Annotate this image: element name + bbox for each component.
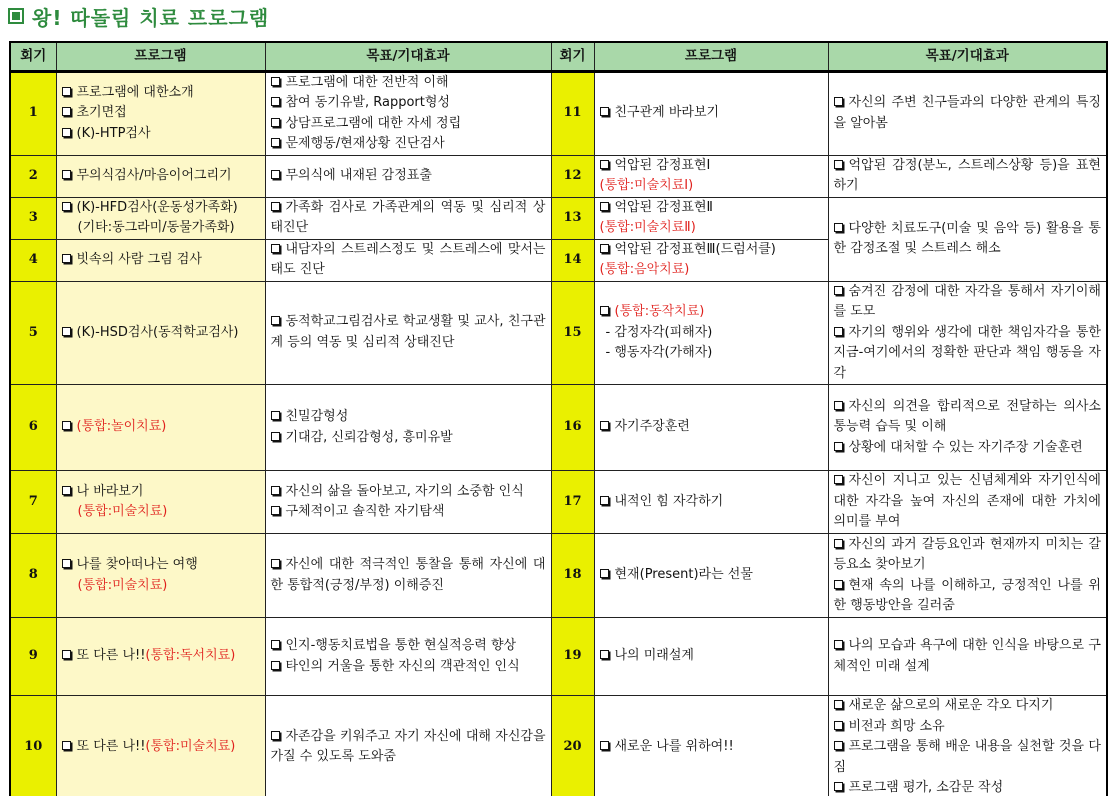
checkbox-bullet-icon [271, 661, 280, 670]
program-text: 무의식검사/마음이어그리기 [76, 167, 232, 183]
checkbox-bullet-icon [600, 202, 609, 211]
program-cell [594, 71, 828, 155]
checkbox-bullet-icon [271, 244, 280, 253]
integrated-therapy-label: (통합:놀이치료) [76, 419, 167, 435]
goal-text: 자신의 과거 갈등요인과 현재까지 미치는 갈등요소 찾아보기 [833, 536, 1101, 572]
goal-text: 프로그램 평가, 소감문 작성 [848, 780, 1004, 795]
goal-cell [265, 155, 551, 197]
checkbox-bullet-icon [834, 580, 843, 589]
integrated-therapy-label: (통합:음악치료) [599, 262, 690, 277]
session-number: 1 [10, 71, 56, 155]
checkbox-bullet-icon [600, 569, 609, 578]
integrated-therapy-label: (통합:독서치료) [145, 648, 236, 664]
program-table [9, 41, 1108, 796]
goal-text: 기대감, 신뢰감형성, 흥미유발 [285, 429, 453, 445]
program-text: 억압된 감정표현Ⅰ [614, 157, 711, 173]
checkbox-bullet-icon [271, 432, 280, 441]
goal-text: 가족화 검사로 가족관계의 역동 및 심리적 상태진단 [270, 199, 546, 235]
session-number: 18 [551, 534, 594, 618]
goal-text: 상담프로그램에 대한 자세 정립 [285, 115, 462, 131]
program-text: (K)-HFD검사(운동성가족화) [76, 199, 238, 215]
program-text: 나의 미래설계 [614, 648, 694, 664]
goal-text: 타인의 거울을 통한 자신의 객관적인 인식 [285, 658, 520, 674]
checkbox-bullet-icon [600, 244, 609, 253]
program-text: 빗속의 사람 그림 검사 [76, 251, 202, 267]
goal-text: 내담자의 스트레스정도 및 스트레스에 맞서는 태도 진단 [270, 241, 546, 277]
session-number: 7 [10, 471, 56, 534]
session-number: 11 [551, 71, 594, 155]
checkbox-bullet-icon [62, 87, 71, 96]
checkbox-bullet-icon [271, 486, 280, 495]
integrated-therapy-label: (통합:동작치료) [614, 304, 705, 319]
checkbox-bullet-icon [834, 327, 843, 336]
program-cell [56, 239, 265, 281]
checkbox-bullet-icon [834, 97, 843, 106]
program-subtext: - 행동자각(가해자) [605, 345, 713, 360]
goal-cell [828, 534, 1107, 618]
checkbox-bullet-icon [834, 640, 843, 649]
program-text: 새로운 나를 위하여!! [614, 739, 734, 754]
integrated-therapy-label: (통합:미술치료) [77, 577, 168, 593]
goal-text: 프로그램을 통해 배운 내용을 실천할 것을 다짐 [833, 739, 1101, 775]
checkbox-bullet-icon [271, 138, 280, 147]
checkbox-bullet-icon [62, 202, 71, 211]
program-cell [56, 471, 265, 534]
checkbox-bullet-icon [600, 496, 609, 505]
program-text: 억압된 감정표현Ⅲ(드럼서클) [614, 241, 776, 257]
program-cell [56, 534, 265, 618]
checkbox-bullet-icon [62, 128, 71, 137]
goal-cell [828, 618, 1107, 696]
checkbox-bullet-icon [271, 411, 280, 420]
integrated-therapy-label: (통합:미술치료) [77, 504, 168, 519]
program-cell [594, 385, 828, 471]
table-row [10, 696, 1107, 796]
session-number: 15 [551, 281, 594, 385]
table-row [10, 71, 1107, 155]
goal-text: 무의식에 내재된 감정표출 [285, 167, 432, 183]
checkbox-bullet-icon [834, 539, 843, 548]
goal-text: 새로운 삶으로의 새로운 각오 다지기 [848, 698, 1054, 713]
goal-text: 자존감을 키워주고 자기 자신에 대해 자신감을 가질 수 있도록 도와줌 [270, 728, 546, 765]
page-title [8, 1, 269, 31]
program-cell [594, 471, 828, 534]
table-row [10, 618, 1107, 696]
goal-text: 구체적이고 솔직한 자기탐색 [285, 504, 445, 519]
goal-text: 자신이 지니고 있는 신념체계와 자기인식에 대한 자각을 높여 자신의 존재에 대한 가치에 의미를 부여 [833, 473, 1101, 530]
goal-text: 자기의 행위와 생각에 대한 책임자각을 통한 지금-여기에서의 정확한 판단과 책임 행동을 자각 [833, 324, 1101, 381]
header-goal: 목표/기대효과 [265, 42, 551, 71]
goal-text: 문제행동/현재상황 진단검사 [285, 136, 445, 151]
goal-text: 자신의 주변 친구들과의 다양한 관계의 특징을 알아봄 [833, 95, 1101, 131]
checkbox-bullet-icon [271, 559, 280, 568]
program-text: 내적인 힘 자각하기 [614, 493, 724, 509]
checkbox-bullet-icon [834, 401, 843, 410]
checkbox-bullet-icon [62, 486, 71, 495]
goal-text: 상황에 대처할 수 있는 자기주장 기술훈련 [848, 439, 1083, 455]
checkbox-bullet-icon [271, 118, 280, 127]
session-number: 19 [551, 618, 594, 696]
session-number: 6 [10, 385, 56, 471]
checkbox-bullet-icon [62, 421, 71, 430]
checkbox-bullet-icon [271, 202, 280, 211]
program-text: 초기면접 [76, 105, 127, 121]
checkbox-bullet-icon [834, 475, 843, 484]
checkbox-bullet-icon [62, 559, 71, 568]
goal-cell [828, 281, 1107, 385]
session-number: 16 [551, 385, 594, 471]
goal-text: 억압된 감정(분노, 스트레스상황 등)을 표현하기 [833, 157, 1101, 193]
session-number: 2 [10, 155, 56, 197]
goal-cell [265, 281, 551, 385]
goal-text: 참여 동기유발, Rapport형성 [285, 95, 450, 110]
checkbox-bullet-icon [62, 327, 71, 336]
program-text: 또 다른 나!! [76, 739, 146, 754]
program-cell [594, 155, 828, 197]
checkbox-bullet-icon [834, 286, 843, 295]
goal-text: 다양한 치료도구(미술 및 음악 등) 활용을 통한 감정조절 및 스트레스 해소 [833, 220, 1101, 256]
checkbox-bullet-icon [834, 700, 843, 709]
checkbox-bullet-icon [271, 506, 280, 515]
session-number: 14 [551, 239, 594, 281]
checkbox-bullet-icon [271, 640, 280, 649]
goal-cell [828, 155, 1107, 197]
goal-cell [828, 696, 1107, 796]
checkbox-bullet-icon [62, 170, 71, 179]
program-cell [594, 281, 828, 385]
checkbox-bullet-icon [600, 650, 609, 659]
checkbox-bullet-icon [600, 107, 609, 116]
checkbox-bullet-icon [834, 741, 843, 750]
table-row [10, 281, 1107, 385]
session-number: 5 [10, 281, 56, 385]
program-text: 프로그램에 대한소개 [76, 84, 194, 100]
table-header-row [10, 42, 1107, 71]
program-cell [56, 385, 265, 471]
integrated-therapy-label: (통합:미술치료Ⅱ) [599, 220, 696, 235]
checkbox-bullet-icon [271, 316, 280, 325]
program-cell [594, 197, 828, 239]
program-subtext: - 감정자각(피해자) [605, 324, 713, 340]
goal-text: 인지-행동치료법을 통한 현실적응력 향상 [285, 638, 517, 653]
checkbox-bullet-icon [600, 306, 609, 315]
session-number: 10 [10, 696, 56, 796]
header-session: 회기 [10, 42, 56, 71]
checkbox-bullet-icon [62, 650, 71, 659]
checkbox-bullet-icon [600, 160, 609, 169]
table-row [10, 471, 1107, 534]
program-text: 자기주장훈련 [614, 419, 690, 435]
goal-text: 비전과 희망 소유 [848, 718, 945, 734]
goal-cell [828, 71, 1107, 155]
goal-cell [265, 71, 551, 155]
session-number: 9 [10, 618, 56, 696]
program-text: (K)-HSD검사(동적학교검사) [76, 324, 239, 340]
goal-cell [828, 471, 1107, 534]
program-cell [56, 197, 265, 239]
goal-cell [265, 534, 551, 618]
program-cell [56, 281, 265, 385]
goal-text: 나의 모습과 욕구에 대한 인식을 바탕으로 구체적인 미래 설계 [833, 638, 1101, 674]
program-cell [56, 696, 265, 796]
program-subtext: (기타:동그라미/동물가족화) [77, 220, 235, 235]
goal-text: 자신의 삶을 돌아보고, 자기의 소중함 인식 [285, 483, 524, 499]
goal-text: 프로그램에 대한 전반적 이해 [285, 74, 449, 90]
checkbox-bullet-icon [271, 97, 280, 106]
goal-cell [265, 239, 551, 281]
checkbox-bullet-icon [834, 160, 843, 169]
checkbox-bullet-icon [271, 170, 280, 179]
program-text: 현재(Present)라는 선물 [614, 567, 753, 583]
program-text: 나를 찾아떠나는 여행 [76, 557, 198, 572]
table-row [10, 534, 1107, 618]
session-number: 13 [551, 197, 594, 239]
checkbox-bullet-icon [834, 782, 843, 791]
program-cell [594, 534, 828, 618]
header-goal-2: 목표/기대효과 [828, 42, 1107, 71]
session-number: 8 [10, 534, 56, 618]
session-number: 20 [551, 696, 594, 796]
header-session-2: 회기 [551, 42, 594, 71]
checkbox-bullet-icon [834, 442, 843, 451]
table-row [10, 197, 1107, 239]
program-cell [594, 618, 828, 696]
program-text: (K)-HTP검사 [76, 125, 151, 141]
program-cell [56, 618, 265, 696]
goal-text: 숨겨진 감정에 대한 자각을 통해서 자기이해를 도모 [833, 283, 1101, 319]
header-program-2: 프로그램 [594, 42, 828, 71]
program-cell [56, 155, 265, 197]
table-row [10, 385, 1107, 471]
session-number: 12 [551, 155, 594, 197]
checkbox-bullet-icon [600, 421, 609, 430]
program-cell [56, 71, 265, 155]
program-cell [594, 239, 828, 281]
header-program: 프로그램 [56, 42, 265, 71]
program-text: 억압된 감정표현Ⅱ [614, 199, 713, 215]
goal-cell [828, 385, 1107, 471]
checkbox-bullet-icon [600, 741, 609, 750]
goal-cell [265, 696, 551, 796]
checkbox-bullet-icon [271, 731, 280, 740]
goal-text: 자신에 대한 적극적인 통찰을 통해 자신에 대한 통합적(긍정/부정) 이해증진 [270, 557, 546, 593]
goal-text: 동적학교그림검사로 학교생활 및 교사, 친구관계 등의 역동 및 심리적 상태진단 [270, 314, 546, 350]
program-text: 나 바라보기 [76, 483, 144, 499]
checkbox-bullet-icon [62, 741, 71, 750]
checkbox-bullet-icon [834, 721, 843, 730]
title-text: 왕! 따돌림 치료 프로그램 [32, 5, 270, 30]
session-number: 4 [10, 239, 56, 281]
goal-text: 현재 속의 나를 이해하고, 긍정적인 나를 위한 행동방안을 길러줌 [833, 577, 1101, 613]
program-text: 친구관계 바라보기 [614, 105, 720, 121]
session-number: 17 [551, 471, 594, 534]
integrated-therapy-label: (통합:미술치료Ⅰ) [599, 178, 694, 193]
goal-text: 친밀감형성 [285, 409, 349, 424]
goal-cell [265, 471, 551, 534]
table-row [10, 155, 1107, 197]
goal-cell [265, 197, 551, 239]
goal-cell [265, 618, 551, 696]
session-number: 3 [10, 197, 56, 239]
integrated-therapy-label: (통합:미술치료) [145, 739, 236, 754]
program-text: 또 다른 나!! [76, 648, 146, 664]
checkbox-bullet-icon [271, 77, 280, 86]
checkbox-bullet-icon [62, 254, 71, 263]
square-bullet-icon [8, 8, 24, 24]
goal-text: 자신의 의견을 합리적으로 전달하는 의사소통능력 습득 및 이해 [833, 398, 1101, 435]
checkbox-bullet-icon [62, 107, 71, 116]
goal-cell [828, 197, 1107, 281]
goal-cell [265, 385, 551, 471]
checkbox-bullet-icon [834, 223, 843, 232]
program-cell [594, 696, 828, 796]
